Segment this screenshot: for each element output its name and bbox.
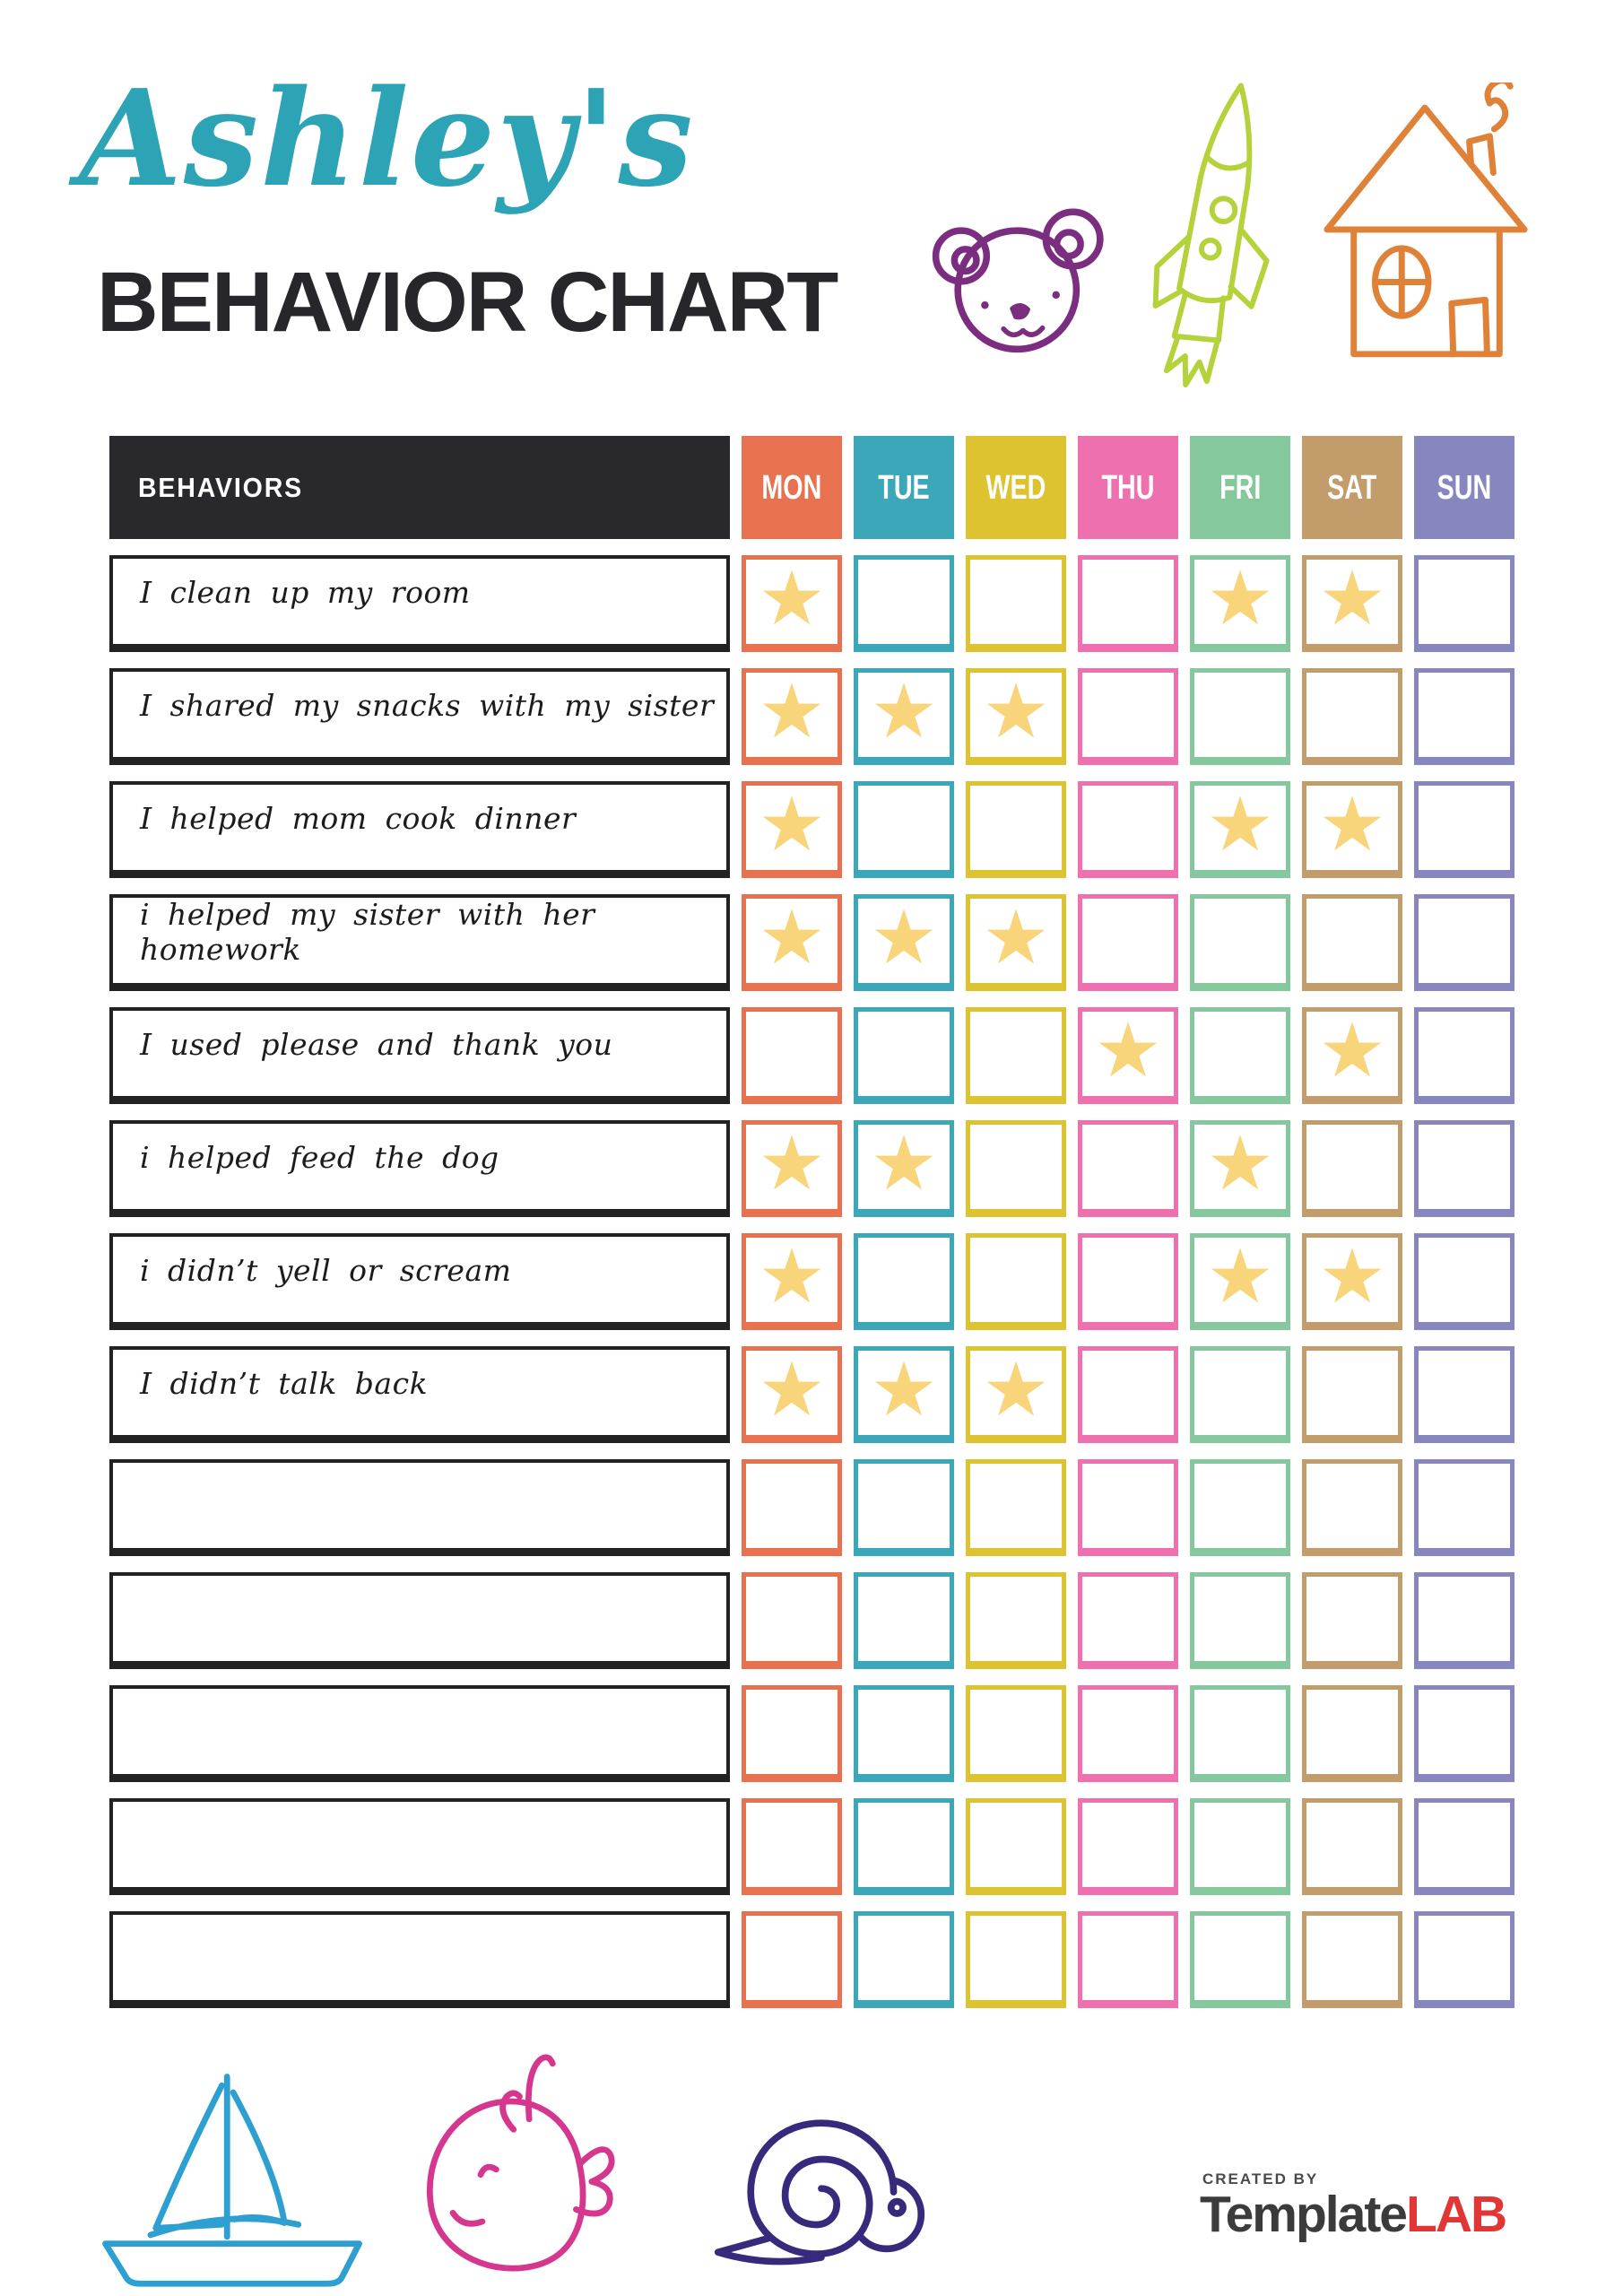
- star-icon: ★: [1094, 1006, 1162, 1094]
- star-icon: ★: [758, 1345, 826, 1433]
- star-cell-thu: [1078, 1233, 1178, 1330]
- behavior-label-box: [109, 1572, 730, 1669]
- teddy-bear-icon: [924, 202, 1119, 354]
- star-cell-wed: [966, 781, 1066, 878]
- star-cell-sun: [1414, 781, 1515, 878]
- star-cell-wed: [966, 555, 1066, 652]
- star-cell-sat: [1302, 1007, 1402, 1104]
- star-icon: ★: [982, 1345, 1050, 1433]
- star-icon: ★: [1206, 780, 1274, 868]
- star-cell-mon: [742, 1120, 842, 1217]
- star-cell-fri: [1190, 781, 1290, 878]
- star-cell-sat: [1302, 1572, 1402, 1669]
- day-header-label: SAT: [1327, 467, 1377, 507]
- star-cell-sat: [1302, 555, 1402, 652]
- day-header-thu: [1078, 436, 1178, 539]
- behavior-label-box: [109, 1459, 730, 1556]
- star-icon: ★: [758, 554, 826, 642]
- behavior-label-box: [109, 781, 730, 878]
- star-cell-sun: [1414, 1911, 1515, 2008]
- star-cell-fri: [1190, 555, 1290, 652]
- star-cell-sun: [1414, 555, 1515, 652]
- star-cell-mon: [742, 1346, 842, 1443]
- star-cell-fri: [1190, 1233, 1290, 1330]
- star-cell-fri: [1190, 668, 1290, 765]
- star-icon: ★: [758, 1232, 826, 1320]
- house-icon: [1320, 83, 1533, 368]
- star-cell-sun: [1414, 1120, 1515, 1217]
- star-cell-fri: [1190, 1685, 1290, 1782]
- star-cell-sat: [1302, 1233, 1402, 1330]
- day-header-mon: [742, 436, 842, 539]
- day-header-fri: [1190, 436, 1290, 539]
- star-icon: ★: [758, 893, 826, 981]
- star-cell-sat: [1302, 1459, 1402, 1556]
- star-cell-tue: [854, 1007, 954, 1104]
- day-header-label: FRI: [1219, 467, 1262, 507]
- star-cell-sun: [1414, 1572, 1515, 1669]
- star-cell-wed: [966, 1911, 1066, 2008]
- star-cell-mon: [742, 1007, 842, 1104]
- star-cell-sat: [1302, 1120, 1402, 1217]
- behavior-text: I used please and thank you: [140, 1027, 613, 1062]
- star-icon: ★: [982, 667, 1050, 755]
- star-icon: ★: [1318, 1006, 1386, 1094]
- star-cell-sat: [1302, 1911, 1402, 2008]
- star-cell-thu: [1078, 781, 1178, 878]
- behavior-label-box: [109, 1911, 730, 2008]
- star-icon: ★: [1318, 554, 1386, 642]
- star-cell-tue: [854, 1685, 954, 1782]
- star-cell-sat: [1302, 781, 1402, 878]
- day-header-sun: [1414, 436, 1515, 539]
- day-header-label: THU: [1101, 467, 1155, 507]
- star-icon: ★: [870, 1345, 938, 1433]
- star-cell-wed: [966, 1572, 1066, 1669]
- star-cell-sat: [1302, 1798, 1402, 1895]
- star-cell-fri: [1190, 1911, 1290, 2008]
- created-by-label: CREATED BY: [1202, 2170, 1319, 2187]
- star-icon: ★: [758, 1119, 826, 1207]
- behavior-label-box: [109, 894, 730, 991]
- star-icon: ★: [1318, 1232, 1386, 1320]
- star-cell-mon: [742, 668, 842, 765]
- behavior-label-box: [109, 1233, 730, 1330]
- star-cell-mon: [742, 1798, 842, 1895]
- star-icon: ★: [1206, 1119, 1274, 1207]
- star-icon: ★: [870, 667, 938, 755]
- star-cell-sun: [1414, 668, 1515, 765]
- star-cell-mon: [742, 1572, 842, 1669]
- star-cell-sat: [1302, 668, 1402, 765]
- behavior-text: i didn’t yell or scream: [140, 1253, 512, 1288]
- behavior-label-box: [109, 1685, 730, 1782]
- star-cell-wed: [966, 894, 1066, 991]
- page-title: BEHAVIOR CHART: [97, 255, 838, 350]
- star-cell-sat: [1302, 894, 1402, 991]
- star-cell-tue: [854, 1911, 954, 2008]
- behavior-label-box: [109, 1798, 730, 1895]
- child-name-title: Ashley's: [79, 60, 695, 216]
- star-cell-tue: [854, 1233, 954, 1330]
- behaviors-header-label: BEHAVIORS: [138, 471, 304, 503]
- star-cell-sun: [1414, 1459, 1515, 1556]
- star-cell-tue: [854, 1459, 954, 1556]
- star-cell-sat: [1302, 1685, 1402, 1782]
- behavior-text: I clean up my room: [140, 575, 471, 610]
- star-cell-mon: [742, 781, 842, 878]
- star-cell-sat: [1302, 1346, 1402, 1443]
- star-cell-mon: [742, 1233, 842, 1330]
- behavior-text: I shared my snacks with my sister: [140, 688, 715, 723]
- behavior-label-box: [109, 1007, 730, 1104]
- star-cell-fri: [1190, 1007, 1290, 1104]
- day-header-tue: [854, 436, 954, 539]
- star-cell-mon: [742, 1685, 842, 1782]
- sailboat-icon: [90, 2065, 377, 2291]
- behavior-text: I helped mom cook dinner: [140, 801, 577, 836]
- day-header-label: SUN: [1436, 467, 1492, 507]
- star-cell-tue: [854, 668, 954, 765]
- star-cell-sun: [1414, 1798, 1515, 1895]
- behavior-label-box: [109, 1120, 730, 1217]
- star-cell-tue: [854, 1346, 954, 1443]
- brand-name: [1200, 2188, 1506, 2242]
- star-cell-thu: [1078, 1911, 1178, 2008]
- star-cell-thu: [1078, 1798, 1178, 1895]
- star-cell-mon: [742, 555, 842, 652]
- rocket-icon: [1123, 76, 1306, 395]
- star-cell-mon: [742, 1911, 842, 2008]
- star-cell-fri: [1190, 1572, 1290, 1669]
- star-cell-wed: [966, 1459, 1066, 1556]
- star-cell-sun: [1414, 1346, 1515, 1443]
- star-cell-fri: [1190, 1346, 1290, 1443]
- star-cell-thu: [1078, 1120, 1178, 1217]
- star-cell-tue: [854, 1572, 954, 1669]
- brand-accent: LAB: [1406, 2186, 1506, 2243]
- star-cell-wed: [966, 1007, 1066, 1104]
- star-cell-mon: [742, 1459, 842, 1556]
- star-cell-tue: [854, 894, 954, 991]
- star-cell-wed: [966, 1233, 1066, 1330]
- star-icon: ★: [1318, 780, 1386, 868]
- star-cell-thu: [1078, 894, 1178, 991]
- star-icon: ★: [1206, 1232, 1274, 1320]
- star-cell-fri: [1190, 894, 1290, 991]
- star-cell-thu: [1078, 668, 1178, 765]
- star-cell-sun: [1414, 894, 1515, 991]
- star-cell-sun: [1414, 1007, 1515, 1104]
- star-cell-wed: [966, 1798, 1066, 1895]
- star-icon: ★: [1206, 554, 1274, 642]
- star-cell-fri: [1190, 1459, 1290, 1556]
- star-icon: ★: [870, 1119, 938, 1207]
- star-cell-tue: [854, 555, 954, 652]
- star-cell-wed: [966, 1685, 1066, 1782]
- star-cell-thu: [1078, 1572, 1178, 1669]
- star-cell-sun: [1414, 1685, 1515, 1782]
- star-cell-wed: [966, 1120, 1066, 1217]
- star-cell-mon: [742, 894, 842, 991]
- star-cell-fri: [1190, 1120, 1290, 1217]
- star-cell-thu: [1078, 1007, 1178, 1104]
- star-cell-thu: [1078, 555, 1178, 652]
- templatelab-logo: [1200, 2170, 1506, 2242]
- star-cell-fri: [1190, 1798, 1290, 1895]
- star-icon: ★: [758, 667, 826, 755]
- day-header-label: TUE: [878, 467, 930, 507]
- behavior-chart-table: [109, 436, 1515, 2008]
- star-cell-tue: [854, 1120, 954, 1217]
- brand-primary: Template: [1200, 2186, 1407, 2243]
- behavior-text: i helped my sister with her homework: [140, 896, 595, 967]
- star-cell-wed: [966, 668, 1066, 765]
- star-cell-thu: [1078, 1685, 1178, 1782]
- star-cell-tue: [854, 1798, 954, 1895]
- day-header-label: MON: [761, 467, 822, 507]
- star-cell-wed: [966, 1346, 1066, 1443]
- whale-icon: [399, 2047, 668, 2287]
- behavior-text: i helped feed the dog: [140, 1140, 499, 1175]
- behaviors-column-header: [109, 436, 730, 539]
- day-header-sat: [1302, 436, 1402, 539]
- star-cell-tue: [854, 781, 954, 878]
- star-icon: ★: [870, 893, 938, 981]
- behavior-label-box: [109, 555, 730, 652]
- star-cell-thu: [1078, 1346, 1178, 1443]
- star-icon: ★: [758, 780, 826, 868]
- behavior-label-box: [109, 668, 730, 765]
- day-header-wed: [966, 436, 1066, 539]
- behavior-text: I didn’t talk back: [140, 1366, 429, 1401]
- snail-icon: [707, 2106, 933, 2278]
- day-header-label: WED: [985, 467, 1046, 507]
- star-icon: ★: [982, 893, 1050, 981]
- star-cell-sun: [1414, 1233, 1515, 1330]
- star-cell-thu: [1078, 1459, 1178, 1556]
- behavior-label-box: [109, 1346, 730, 1443]
